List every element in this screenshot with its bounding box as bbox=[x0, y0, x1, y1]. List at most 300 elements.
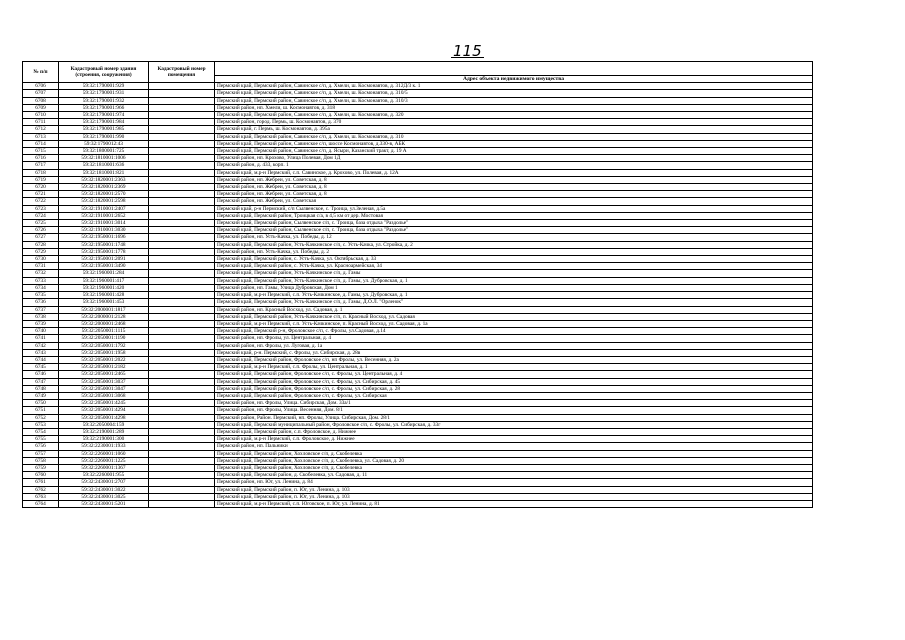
row-num: 6764 bbox=[23, 500, 59, 507]
row-address: Пермский край, Пермский район, Усть-Качкинское с/п, д. Гамы, Д.О.Л. "Орленок" bbox=[215, 299, 813, 306]
row-room-cadastral bbox=[149, 486, 215, 493]
row-address: Пермский край, Пермский район, Фроловское с/п, нп Фролы, ул. Весенняя, д. 2а bbox=[215, 356, 813, 363]
row-num: 6709 bbox=[23, 104, 59, 111]
table-row bbox=[23, 176, 813, 183]
row-building-cadastral: 59:32:2430001:2707 bbox=[59, 479, 149, 486]
row-address: Пермский район, нп. Усть-Качка, ул. Победы, д. 12 bbox=[215, 234, 813, 241]
row-address: Пермский край, Пермский район, Фроловское с/п, с. Фролы, ул. Сибирская, д. 28 bbox=[215, 385, 813, 392]
row-num: 6750 bbox=[23, 400, 59, 407]
row-address: Пермский район, нп. Жебреи, ул. Советская, д. 8 bbox=[215, 176, 813, 183]
table-row bbox=[23, 450, 813, 457]
row-address: Пермский район, нп. Крохово, Улица Полевая, Дом 1Д bbox=[215, 155, 813, 162]
table-row bbox=[23, 500, 813, 507]
table-row bbox=[23, 248, 813, 255]
row-address: Пермский край, Пермский район, Савинское с/п, д. Хмели, ш. Космонавтов, д. 310/3 bbox=[215, 97, 813, 104]
row-building-cadastral: 59:32:1960001:453 bbox=[59, 299, 149, 306]
table-row bbox=[23, 493, 813, 500]
row-building-cadastral: 59:32:1790001:985 bbox=[59, 126, 149, 133]
row-num: 6759 bbox=[23, 464, 59, 471]
row-room-cadastral bbox=[149, 119, 215, 126]
row-num: 6735 bbox=[23, 292, 59, 299]
row-address: Пермский район, нп. Фролы, Улица. Весенняя, Дом. 8/1 bbox=[215, 407, 813, 414]
row-building-cadastral: 59:32:1790001:966 bbox=[59, 104, 149, 111]
row-room-cadastral bbox=[149, 277, 215, 284]
row-room-cadastral bbox=[149, 371, 215, 378]
row-num: 6738 bbox=[23, 313, 59, 320]
row-room-cadastral bbox=[149, 349, 215, 356]
row-address: Пермский край, Пермский район, Хохловское с/п, д. Скобелевка bbox=[215, 450, 813, 457]
row-address: Пермский край, Пермский район, п. Юг, ул. Ленина, д. 103 bbox=[215, 493, 813, 500]
row-num: 6718 bbox=[23, 169, 59, 176]
row-address: Пермский край, Пермский район, с. Усть-Качка, ул. Красноармейская, 34 bbox=[215, 263, 813, 270]
row-room-cadastral bbox=[149, 313, 215, 320]
row-building-cadastral: 59:32:2050001:3037 bbox=[59, 378, 149, 385]
table-row bbox=[23, 392, 813, 399]
row-building-cadastral: 59:32:2260001:1367 bbox=[59, 464, 149, 471]
row-building-cadastral: 59:32:2050001:3047 bbox=[59, 385, 149, 392]
property-table bbox=[22, 61, 813, 508]
table-row bbox=[23, 328, 813, 335]
row-building-cadastral: 59:32:2230001:1933 bbox=[59, 443, 149, 450]
row-num: 6712 bbox=[23, 126, 59, 133]
row-num: 6715 bbox=[23, 148, 59, 155]
table-row bbox=[23, 97, 813, 104]
row-num: 6753 bbox=[23, 421, 59, 428]
table-row bbox=[23, 198, 813, 205]
row-building-cadastral: 59:32:1820001:2598 bbox=[59, 198, 149, 205]
row-room-cadastral bbox=[149, 472, 215, 479]
row-num: 6729 bbox=[23, 248, 59, 255]
row-building-cadastral: 59:32:1790001:990 bbox=[59, 133, 149, 140]
row-building-cadastral: 59:32:2190001:300 bbox=[59, 436, 149, 443]
row-address: Пермский край, Пермский район, Савинское с/п, д. Хмели, ш. Космонавтов, д. 312Д/3 к. 1 bbox=[215, 83, 813, 90]
row-building-cadastral: 59:32:1910001:2407 bbox=[59, 205, 149, 212]
table-row bbox=[23, 349, 813, 356]
row-num: 6732 bbox=[23, 270, 59, 277]
row-building-cadastral: 59:32:2050001:2465 bbox=[59, 371, 149, 378]
table-row bbox=[23, 90, 813, 97]
table-row bbox=[23, 184, 813, 191]
row-building-cadastral: 59:32:1950001:1696 bbox=[59, 234, 149, 241]
row-room-cadastral bbox=[149, 320, 215, 327]
row-address: Пермский край, м.р-н Пермский, с.п. Усть-Качкинское, п. Красный Восход, ул. Садовая, д. 1а bbox=[215, 320, 813, 327]
row-num: 6708 bbox=[23, 97, 59, 104]
table-row bbox=[23, 364, 813, 371]
row-address: Пермский район, нп. Красный Восход, ул. Садовая, д. 1 bbox=[215, 306, 813, 313]
row-num: 6710 bbox=[23, 112, 59, 119]
row-num: 6756 bbox=[23, 443, 59, 450]
table-row bbox=[23, 169, 813, 176]
row-building-cadastral: 59:32:2050001:4294 bbox=[59, 407, 149, 414]
table-row bbox=[23, 104, 813, 111]
row-num: 6719 bbox=[23, 176, 59, 183]
row-address: Пермский край, Пермский район, Савинское с/п, д. Хмели, ш. Космонавтов, д. 310 bbox=[215, 133, 813, 140]
row-room-cadastral bbox=[149, 428, 215, 435]
table-row bbox=[23, 400, 813, 407]
row-num: 6748 bbox=[23, 385, 59, 392]
table-row bbox=[23, 421, 813, 428]
row-building-cadastral: 59:32:2430001:5201 bbox=[59, 500, 149, 507]
row-room-cadastral bbox=[149, 248, 215, 255]
table-row bbox=[23, 212, 813, 219]
row-room-cadastral bbox=[149, 169, 215, 176]
row-num: 6716 bbox=[23, 155, 59, 162]
row-address: Пермский район, нп. Хмели, ш. Космонавтов, д. 318 bbox=[215, 104, 813, 111]
table-row bbox=[23, 472, 813, 479]
row-room-cadastral bbox=[149, 263, 215, 270]
row-room-cadastral bbox=[149, 306, 215, 313]
row-num: 6713 bbox=[23, 133, 59, 140]
page-number: 115 bbox=[453, 42, 482, 60]
table-row bbox=[23, 313, 813, 320]
row-room-cadastral bbox=[149, 133, 215, 140]
header-room: Кадастровый номер помещения bbox=[149, 62, 215, 83]
row-room-cadastral bbox=[149, 155, 215, 162]
row-address: Пермский край, г. Пермь, ш. Космонавтов, д. 395а bbox=[215, 126, 813, 133]
row-num: 6720 bbox=[23, 184, 59, 191]
row-num: 6714 bbox=[23, 140, 59, 147]
table-row bbox=[23, 414, 813, 421]
row-building-cadastral: 59:32:1790001:974 bbox=[59, 112, 149, 119]
row-num: 6763 bbox=[23, 493, 59, 500]
row-building-cadastral: 59:32:2050001:1190 bbox=[59, 335, 149, 342]
table-row bbox=[23, 356, 813, 363]
row-room-cadastral bbox=[149, 364, 215, 371]
table-row bbox=[23, 277, 813, 284]
row-num: 6739 bbox=[23, 320, 59, 327]
header-num: № п/п bbox=[23, 62, 59, 83]
table-row bbox=[23, 191, 813, 198]
row-building-cadastral: 59:32:1800001:725 bbox=[59, 148, 149, 155]
row-building-cadastral: 59:32:1910001:3014 bbox=[59, 220, 149, 227]
row-num: 6730 bbox=[23, 256, 59, 263]
row-address: Пермский край, р-н. Пермский, с. Фролы, ул. Сибирская, д. 28в bbox=[215, 349, 813, 356]
row-address: Пермский край, м.р-н Пермский, с.п. Фроловское, д. Нижнее bbox=[215, 436, 813, 443]
row-num: 6747 bbox=[23, 378, 59, 385]
row-building-cadastral: 59:32:2000001:2468 bbox=[59, 320, 149, 327]
row-num: 6711 bbox=[23, 119, 59, 126]
row-room-cadastral bbox=[149, 450, 215, 457]
row-address: Пермский край, Пермский район, Усть-Качкинское с/п, д. Гамы bbox=[215, 270, 813, 277]
row-address: Пермский край, Пермский район, Савинское с/п, д. Хмели, ш. Космонавтов, д. 320 bbox=[215, 112, 813, 119]
row-building-cadastral: 59:32:1960001:428 bbox=[59, 292, 149, 299]
table-row bbox=[23, 428, 813, 435]
row-num: 6741 bbox=[23, 335, 59, 342]
row-room-cadastral bbox=[149, 356, 215, 363]
row-address: Пермский район, нп. Жебреи, ул. Советская, д. 8 bbox=[215, 191, 813, 198]
row-address: Пермский край, м.р-н Пермский, с.п. Савинское, д. Крохово, ул. Полевая, д. 12А bbox=[215, 169, 813, 176]
row-building-cadastral: 59:32:1950001:2091 bbox=[59, 256, 149, 263]
row-building-cadastral: 59:32:1960001:417 bbox=[59, 277, 149, 284]
row-num: 6760 bbox=[23, 472, 59, 479]
row-room-cadastral bbox=[149, 176, 215, 183]
row-room-cadastral bbox=[149, 292, 215, 299]
row-address: Пермский край, Пермский район, Фроловское с/п, с. Фролы, ул. Сибирская bbox=[215, 392, 813, 399]
row-address: Пермский район, нп. Пальники bbox=[215, 443, 813, 450]
table-row bbox=[23, 83, 813, 90]
row-room-cadastral bbox=[149, 270, 215, 277]
row-num: 6737 bbox=[23, 306, 59, 313]
table-row bbox=[23, 299, 813, 306]
row-room-cadastral bbox=[149, 97, 215, 104]
row-room-cadastral bbox=[149, 284, 215, 291]
row-address: Пермский район, нп. Фролы, ул. Луговая, д. 1а bbox=[215, 342, 813, 349]
row-num: 6717 bbox=[23, 162, 59, 169]
row-address: Пермский край, Пермский район, Троицкая с/а, в 4,5 км от дер. Мостовая bbox=[215, 212, 813, 219]
row-building-cadastral: 59:32:1950001:1748 bbox=[59, 241, 149, 248]
row-num: 6726 bbox=[23, 227, 59, 234]
table-row bbox=[23, 284, 813, 291]
row-room-cadastral bbox=[149, 493, 215, 500]
row-address: Пермский край, Пермский муниципальный район, Фроловское с/п, с. Фролы, ул. Сибирская, д. 33г bbox=[215, 421, 813, 428]
table-row bbox=[23, 306, 813, 313]
row-room-cadastral bbox=[149, 421, 215, 428]
table-row bbox=[23, 119, 813, 126]
row-room-cadastral bbox=[149, 256, 215, 263]
row-room-cadastral bbox=[149, 342, 215, 349]
header-address: Адрес объекта недвижимого имущества bbox=[215, 76, 813, 83]
row-address: Пермский район, нп. Жебреи, ул. Советская, д. 8 bbox=[215, 184, 813, 191]
row-room-cadastral bbox=[149, 148, 215, 155]
row-num: 6734 bbox=[23, 284, 59, 291]
row-room-cadastral bbox=[149, 220, 215, 227]
row-room-cadastral bbox=[149, 162, 215, 169]
row-num: 6731 bbox=[23, 263, 59, 270]
row-room-cadastral bbox=[149, 198, 215, 205]
table-row bbox=[23, 443, 813, 450]
row-num: 6727 bbox=[23, 234, 59, 241]
row-building-cadastral: 59:32:2430001:3022 bbox=[59, 486, 149, 493]
row-building-cadastral: 59:32:2050001:1958 bbox=[59, 349, 149, 356]
row-room-cadastral bbox=[149, 184, 215, 191]
row-address: Пермский район, нп. Фролы, Улица. Сибирская, Дом. 33а/1 bbox=[215, 400, 813, 407]
row-building-cadastral: 59:32:1820001:2363 bbox=[59, 176, 149, 183]
table-row bbox=[23, 342, 813, 349]
row-address: Пермский район, нп. Гамы, Улица Дубровская, Дом 1 bbox=[215, 284, 813, 291]
row-building-cadastral: 59:32:1910001:3030 bbox=[59, 227, 149, 234]
row-room-cadastral bbox=[149, 227, 215, 234]
row-room-cadastral bbox=[149, 112, 215, 119]
row-building-cadastral: 59:32:1820001:2369 bbox=[59, 184, 149, 191]
row-room-cadastral bbox=[149, 140, 215, 147]
table-row bbox=[23, 112, 813, 119]
row-room-cadastral bbox=[149, 385, 215, 392]
row-address: Пермский край, м.р-н Пермский, с.п. Усть-Качкинское, д. Гамы, ул. Дубровская, д. 1 bbox=[215, 292, 813, 299]
table-row bbox=[23, 320, 813, 327]
row-room-cadastral bbox=[149, 500, 215, 507]
table-row bbox=[23, 220, 813, 227]
row-num: 6752 bbox=[23, 414, 59, 421]
row-num: 6761 bbox=[23, 479, 59, 486]
header-blank bbox=[215, 62, 813, 76]
row-num: 6743 bbox=[23, 349, 59, 356]
row-room-cadastral bbox=[149, 378, 215, 385]
row-room-cadastral bbox=[149, 464, 215, 471]
row-address: Пермский край, Пермский район, Усть-Качкинское с/п, д. Гамы, ул. Дубровская, д. 1 bbox=[215, 277, 813, 284]
row-num: 6742 bbox=[23, 342, 59, 349]
table-row bbox=[23, 148, 813, 155]
row-building-cadastral: 59:32:1810001:636 bbox=[59, 162, 149, 169]
row-address: Пермский район, нп. Фролы, ул. Центральная, д. 4 bbox=[215, 335, 813, 342]
row-num: 6725 bbox=[23, 220, 59, 227]
table-row bbox=[23, 205, 813, 212]
row-num: 6751 bbox=[23, 407, 59, 414]
table-header-row bbox=[23, 62, 813, 76]
table-row bbox=[23, 263, 813, 270]
table-row bbox=[23, 270, 813, 277]
table-row bbox=[23, 126, 813, 133]
row-room-cadastral bbox=[149, 205, 215, 212]
row-building-cadastral: 59:32:2260001:955 bbox=[59, 472, 149, 479]
table-row bbox=[23, 227, 813, 234]
row-room-cadastral bbox=[149, 234, 215, 241]
row-address: Пермский край, м.р-н Пермский, с.п. Юговское, п. Юг, ул. Ленина, д. 81 bbox=[215, 500, 813, 507]
row-building-cadastral: 59:32:2430001:3025 bbox=[59, 493, 149, 500]
row-address: Пермский край, Пермский район, Сылвенское с/п, с. Троица, база отдыха "Раздолье" bbox=[215, 220, 813, 227]
row-num: 6707 bbox=[23, 90, 59, 97]
row-building-cadastral: 59:32:2190001:289 bbox=[59, 428, 149, 435]
row-building-cadastral: 59:32:2050001:2022 bbox=[59, 356, 149, 363]
row-address: Пермский район, нп. Усть-Качка, ул. Победы, д. 2 bbox=[215, 248, 813, 255]
row-room-cadastral bbox=[149, 90, 215, 97]
row-room-cadastral bbox=[149, 104, 215, 111]
row-building-cadastral: 59:32:1790001:929 bbox=[59, 83, 149, 90]
row-num: 6733 bbox=[23, 277, 59, 284]
row-building-cadastral: 59:32:1790001:984 bbox=[59, 119, 149, 126]
row-num: 6762 bbox=[23, 486, 59, 493]
table-row bbox=[23, 464, 813, 471]
row-building-cadastral: 59:32:2000001:2128 bbox=[59, 313, 149, 320]
row-address: Пермский край, Пермский район, с. Усть-Качка, ул. Октябрьская, д. 33 bbox=[215, 256, 813, 263]
row-building-cadastral: 59:32:2260001:1060 bbox=[59, 450, 149, 457]
row-building-cadastral: 59:32:1960001:284 bbox=[59, 270, 149, 277]
table-row bbox=[23, 162, 813, 169]
table-row bbox=[23, 241, 813, 248]
row-room-cadastral bbox=[149, 83, 215, 90]
table-row bbox=[23, 457, 813, 464]
table-row bbox=[23, 486, 813, 493]
row-address: Пермский край, Пермский район, п. Юг, ул. Ленина, д. 103 bbox=[215, 486, 813, 493]
table-row bbox=[23, 385, 813, 392]
row-num: 6723 bbox=[23, 205, 59, 212]
row-building-cadastral: 59:32:2050004:159 bbox=[59, 421, 149, 428]
table-row bbox=[23, 407, 813, 414]
row-num: 6744 bbox=[23, 356, 59, 363]
row-building-cadastral: 59:32:1950001:3490 bbox=[59, 263, 149, 270]
row-num: 6724 bbox=[23, 212, 59, 219]
row-building-cadastral: 59:32:2050001:1115 bbox=[59, 328, 149, 335]
row-building-cadastral: 59:32:1910001:2652 bbox=[59, 212, 149, 219]
row-address: Пермский край, Пермский район, Хохловское с/п, д. Скобелевка bbox=[215, 464, 813, 471]
row-building-cadastral: 59:32:2050001:4298 bbox=[59, 414, 149, 421]
row-building-cadastral: 59:32:1810001:821 bbox=[59, 169, 149, 176]
row-room-cadastral bbox=[149, 400, 215, 407]
table-row bbox=[23, 155, 813, 162]
row-address: Пермский край, р-н Пермский, с/п Сылвенское, с. Троица, ул.Зеленая, д.5а bbox=[215, 205, 813, 212]
row-room-cadastral bbox=[149, 392, 215, 399]
table-row bbox=[23, 234, 813, 241]
row-address: Пермский край, Пермский район, Усть-Качкинское с/п, с. Усть-Качка, ул. Стройка, д. 2 bbox=[215, 241, 813, 248]
row-address: Пермский край, Пермский район, Усть-Качкинское с/п, п. Красный Восход, ул. Садовая bbox=[215, 313, 813, 320]
row-address: Пермский район, д. 433, корп. 1 bbox=[215, 162, 813, 169]
row-address: Пермский край, Пермский район, с.п. Фроловское, д. Нижнее bbox=[215, 428, 813, 435]
row-num: 6746 bbox=[23, 371, 59, 378]
row-address: Пермский край, Пермский район, Савинское с/п, д. Ясыри, Казанский тракт, д. 19 А bbox=[215, 148, 813, 155]
table-row bbox=[23, 256, 813, 263]
row-num: 6757 bbox=[23, 450, 59, 457]
row-room-cadastral bbox=[149, 414, 215, 421]
row-room-cadastral bbox=[149, 212, 215, 219]
row-building-cadastral: 59:32:2050001:3068 bbox=[59, 392, 149, 399]
table-body bbox=[23, 83, 813, 508]
row-building-cadastral: 59:32:1790001:932 bbox=[59, 97, 149, 104]
row-address: Пермский край, Пермский район, Фроловское с/п, с. Фролы, ул. Центральная, д. 4 bbox=[215, 371, 813, 378]
row-room-cadastral bbox=[149, 328, 215, 335]
table-row bbox=[23, 436, 813, 443]
row-address: Пермский край, Пермский район, д. Скобелевка, ул. Садовая, д. 11 bbox=[215, 472, 813, 479]
table-row bbox=[23, 371, 813, 378]
row-num: 6754 bbox=[23, 428, 59, 435]
table-row bbox=[23, 335, 813, 342]
row-num: 6721 bbox=[23, 191, 59, 198]
row-room-cadastral bbox=[149, 479, 215, 486]
row-address: Пермский край, Пермский район, Фроловское с/п, с. Фролы, ул. Сибирская, д. 45 bbox=[215, 378, 813, 385]
row-room-cadastral bbox=[149, 407, 215, 414]
row-address: Пермский край, Пермский р-н, Фроловское с/п, с. Фролы, ул.Садовая, д.14 bbox=[215, 328, 813, 335]
row-building-cadastral: 59:32:1790001:931 bbox=[59, 90, 149, 97]
row-room-cadastral bbox=[149, 436, 215, 443]
table-row bbox=[23, 140, 813, 147]
row-address: Пермский край, Пермский район, Савинское с/п, шоссе Космонавтов, д.330-в, АБК bbox=[215, 140, 813, 147]
row-num: 6728 bbox=[23, 241, 59, 248]
table-row bbox=[23, 292, 813, 299]
row-address: Пермский край, м.р-н Пермский, с.п. Фролы, ул. Центральная, д. 1 bbox=[215, 364, 813, 371]
table-row bbox=[23, 378, 813, 385]
row-room-cadastral bbox=[149, 126, 215, 133]
header-building: Кадастровый номер здания (строения, сооружения) bbox=[59, 62, 149, 83]
row-building-cadastral: 59:32:2260001:1225 bbox=[59, 457, 149, 464]
row-building-cadastral: 59:32:2050001:2182 bbox=[59, 364, 149, 371]
row-num: 6758 bbox=[23, 457, 59, 464]
row-room-cadastral bbox=[149, 299, 215, 306]
table-row bbox=[23, 479, 813, 486]
row-building-cadastral: 59:32:1790012:43 bbox=[59, 140, 149, 147]
row-building-cadastral: 59:32:2000001:1817 bbox=[59, 306, 149, 313]
row-building-cadastral: 59:32:1810001:1006 bbox=[59, 155, 149, 162]
row-num: 6749 bbox=[23, 392, 59, 399]
row-building-cadastral: 59:32:2050001:4245 bbox=[59, 400, 149, 407]
row-room-cadastral bbox=[149, 443, 215, 450]
row-building-cadastral: 59:32:2050001:1792 bbox=[59, 342, 149, 349]
row-address: Пермский край, Пермский район, Сылвенское с/п, с. Троица, база отдыха "Раздолье" bbox=[215, 227, 813, 234]
row-building-cadastral: 59:32:1960001:420 bbox=[59, 284, 149, 291]
table-row bbox=[23, 133, 813, 140]
row-building-cadastral: 59:32:1820001:2570 bbox=[59, 191, 149, 198]
row-address: Пермский район, нп. Юг, ул. Ленина, д. 84 bbox=[215, 479, 813, 486]
row-num: 6722 bbox=[23, 198, 59, 205]
row-num: 6740 bbox=[23, 328, 59, 335]
row-num: 6706 bbox=[23, 83, 59, 90]
row-room-cadastral bbox=[149, 335, 215, 342]
row-address: Пермский район, Район. Пермский, нп. Фролы, Улица. Сибирская, Дом. 28/1 bbox=[215, 414, 813, 421]
row-address: Пермский край, Пермский район, Хохловское с/п, д. Скобелевка, ул. Садовая, д. 20 bbox=[215, 457, 813, 464]
row-num: 6736 bbox=[23, 299, 59, 306]
row-room-cadastral bbox=[149, 191, 215, 198]
row-num: 6755 bbox=[23, 436, 59, 443]
row-num: 6745 bbox=[23, 364, 59, 371]
row-room-cadastral bbox=[149, 241, 215, 248]
row-address: Пермский район, город. Пермь, ш. Космонавтов, д. 370 bbox=[215, 119, 813, 126]
